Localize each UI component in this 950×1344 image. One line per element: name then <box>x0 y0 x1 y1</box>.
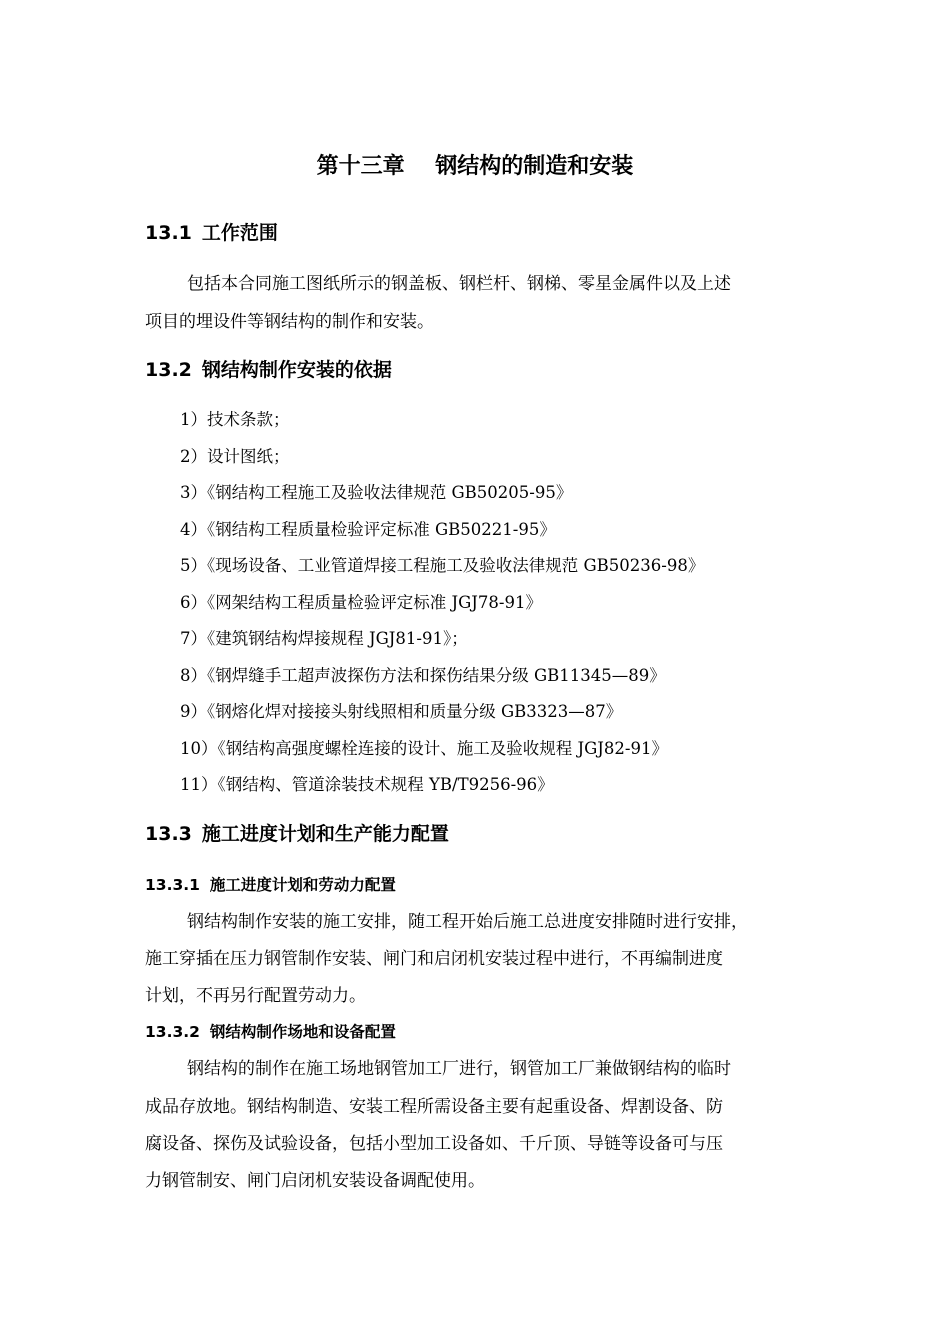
chapter-title: 第十三章 钢结构的制造和安装 <box>316 154 634 179</box>
section-number: 13.3 <box>145 823 192 845</box>
paragraph-line: 成品存放地。钢结构制造、安装工程所需设备主要有起重设备、焊割设备、防 <box>145 1097 723 1117</box>
section-13-2-heading <box>145 355 392 385</box>
paragraph-line: 施工穿插在压力钢管制作安装、闸门和启闭机安装过程中进行，不再编制进度 <box>145 949 723 969</box>
paragraph-line: 力钢管制安、闸门启闭机安装设备调配使用。 <box>145 1171 485 1191</box>
list-item: 4）《钢结构工程质量检验评定标准 GB50221-95》 <box>180 519 556 539</box>
subsection-title: 施工进度计划和劳动力配置 <box>209 876 396 894</box>
paragraph-line: 腐设备、探伤及试验设备，包括小型加工设备如、千斤顶、导链等设备可与压 <box>145 1134 723 1154</box>
list-item: 7）《建筑钢结构焊接规程 JGJ81-91》； <box>180 629 468 648</box>
paragraph-line: 项目的埋设件等钢结构的制作和安装。 <box>145 312 434 332</box>
section-title: 钢结构制作安装的依据 <box>201 359 392 381</box>
paragraph-line: 包括本合同施工图纸所示的钢盖板、钢栏杆、钢梯、零星金属件以及上述 <box>187 274 731 294</box>
subsection-number: 13.3.1 <box>145 876 200 894</box>
subsection-13-3-1-heading <box>145 872 396 898</box>
subsection-number: 13.3.2 <box>145 1023 200 1041</box>
list-item: 9）《钢熔化焊对接接头射线照相和质量分级 GB3323—87》 <box>180 702 623 721</box>
subsection-13-3-2-heading <box>145 1019 396 1045</box>
paragraph-line: 计划，不再另行配置劳动力。 <box>145 986 366 1006</box>
list-item: 5）《现场设备、工业管道焊接工程施工及验收法律规范 GB50236-98》 <box>180 556 705 575</box>
section-number: 13.2 <box>145 359 192 381</box>
list-item: 8）《钢焊缝手工超声波探伤方法和探伤结果分级 GB11345—89》 <box>180 665 666 685</box>
list-item: 11）《钢结构、管道涂装技术规程 YB/T9256-96》 <box>180 775 554 794</box>
list-item: 3）《钢结构工程施工及验收法律规范 GB50205-95》 <box>180 483 573 502</box>
section-title: 施工进度计划和生产能力配置 <box>201 823 449 845</box>
subsection-title: 钢结构制作场地和设备配置 <box>209 1023 396 1041</box>
list-item: 10）《钢结构高强度螺栓连接的设计、施工及验收规程 JGJ82-91》 <box>180 738 668 758</box>
list-item: 1）技术条款； <box>180 410 290 429</box>
list-item: 6）《网架结构工程质量检验评定标准 JGJ78-91》 <box>180 592 542 612</box>
paragraph-line: 钢结构的制作在施工场地钢管加工厂进行，钢管加工厂兼做钢结构的临时 <box>187 1059 731 1079</box>
section-13-3-heading <box>145 819 449 849</box>
reference-list <box>180 405 704 807</box>
section-13-1-heading <box>145 218 278 248</box>
list-item: 2）设计图纸； <box>180 446 290 466</box>
paragraph-line: 钢结构制作安装的施工安排，随工程开始后施工总进度安排随时进行安排， <box>187 912 748 932</box>
section-number: 13.1 <box>145 222 192 244</box>
section-title: 工作范围 <box>201 222 278 244</box>
